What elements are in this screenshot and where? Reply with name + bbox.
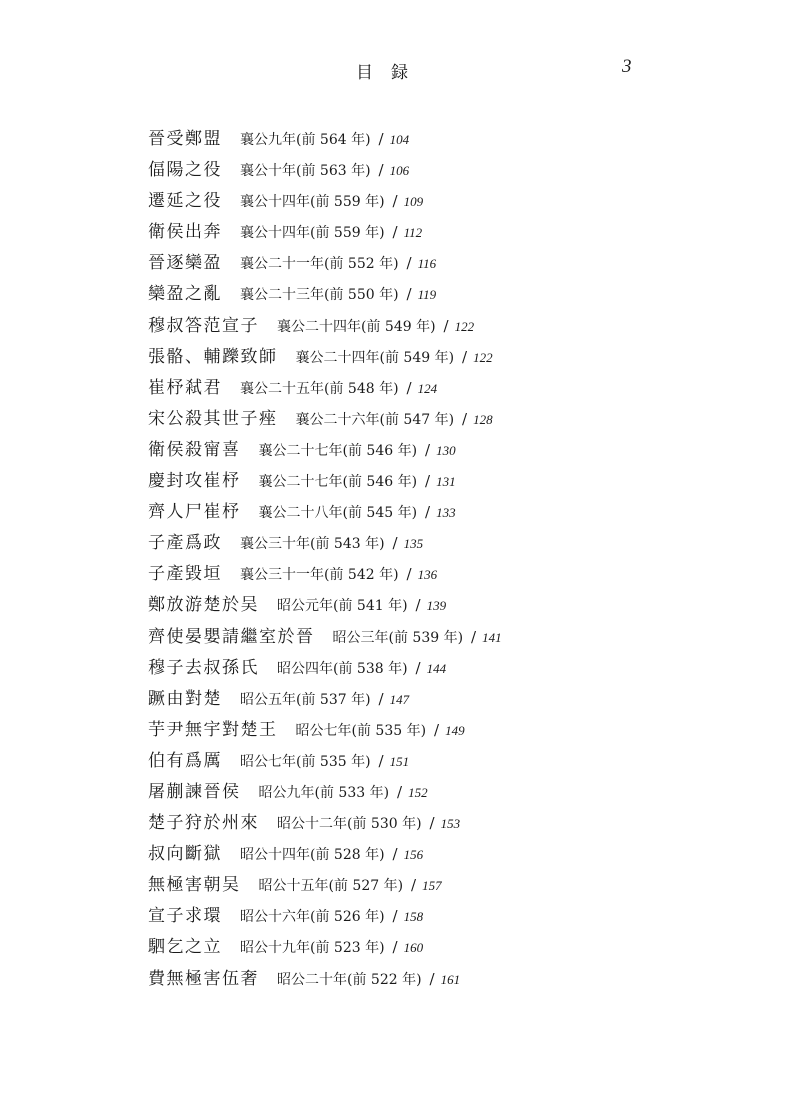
toc-entry-page: 133 xyxy=(436,505,456,521)
toc-entry-page: 104 xyxy=(389,132,410,147)
toc-entry-date: 襄公二十四年(前 549 年) xyxy=(277,318,436,335)
toc-entry-page: 157 xyxy=(422,878,442,894)
toc-entry-page: 128 xyxy=(473,411,493,427)
toc-entry xyxy=(148,247,748,278)
toc-entry xyxy=(148,185,748,216)
toc-entry-date: 襄公三十一年(前 542 年) xyxy=(240,567,399,584)
toc-entry-title: 駟乞之立 xyxy=(148,937,222,958)
toc-entry-page: 149 xyxy=(445,722,465,738)
toc-entry-separator: / xyxy=(392,845,398,864)
toc-entry xyxy=(148,838,748,869)
toc-entry xyxy=(148,963,748,994)
toc-entry-date: 襄公十四年(前 559 年) xyxy=(240,194,385,211)
toc-entry-page: 151 xyxy=(389,753,410,769)
toc-entry-separator: / xyxy=(406,378,412,397)
toc-entry-page: 124 xyxy=(417,380,438,396)
toc-entry-date: 昭公十四年(前 528 年) xyxy=(240,847,385,864)
toc-entry xyxy=(148,465,748,496)
toc-entry-separator: / xyxy=(425,503,431,522)
toc-entry-date: 襄公二十八年(前 545 年) xyxy=(258,505,418,522)
toc-entry-page: 160 xyxy=(403,940,424,956)
toc-entry-date: 昭公七年(前 535 年) xyxy=(295,722,427,739)
toc-entry-separator: / xyxy=(429,814,435,833)
toc-entry xyxy=(148,869,748,900)
toc-entry-separator: / xyxy=(462,409,468,428)
toc-entry-title: 蹶由對楚 xyxy=(148,688,222,709)
toc-entry-title: 宋公殺其世子痤 xyxy=(148,408,278,429)
toc-entry xyxy=(148,341,748,372)
toc-entry-title: 芋尹無宇對楚王 xyxy=(148,719,278,740)
toc-entry-separator: / xyxy=(378,689,384,708)
toc-entry-page: 119 xyxy=(417,287,437,303)
toc-entry-title: 張骼、輔躒致師 xyxy=(148,346,278,367)
toc-entry-title: 叔向斷獄 xyxy=(148,844,222,865)
toc-entry xyxy=(148,154,748,185)
running-title: 目録 xyxy=(356,63,426,83)
toc-entry-title: 齊人尸崔杼 xyxy=(148,502,241,523)
toc-entry-date: 襄公二十六年(前 547 年) xyxy=(295,411,455,428)
toc-entry-date: 昭公十五年(前 527 年) xyxy=(258,878,404,895)
toc-entry xyxy=(148,434,748,465)
toc-entry-page: 152 xyxy=(408,784,428,800)
table-of-contents xyxy=(148,123,748,994)
toc-entry-title: 衛侯殺甯喜 xyxy=(148,439,241,460)
toc-entry-title: 費無極害伍奢 xyxy=(148,968,259,989)
toc-entry-separator: / xyxy=(406,565,412,584)
toc-entry xyxy=(148,403,748,434)
toc-entry-separator: / xyxy=(471,627,477,646)
toc-entry xyxy=(148,900,748,931)
toc-entry xyxy=(148,776,748,807)
toc-entry-separator: / xyxy=(415,658,421,677)
toc-entry-title: 晉逐欒盈 xyxy=(148,253,222,274)
toc-entry-date: 襄公三十年(前 543 年) xyxy=(240,536,385,553)
toc-entry xyxy=(148,683,748,714)
toc-entry xyxy=(148,310,748,341)
toc-entry xyxy=(148,372,748,403)
toc-entry-page: 122 xyxy=(454,318,475,334)
toc-entry-date: 襄公九年(前 564 年) xyxy=(240,132,371,148)
toc-entry-separator: / xyxy=(392,907,398,926)
page-header xyxy=(0,58,790,88)
toc-entry-separator: / xyxy=(462,347,468,366)
toc-entry xyxy=(148,745,748,776)
toc-entry-separator: / xyxy=(443,316,449,335)
toc-entry-title: 齊使晏嬰請繼室於晉 xyxy=(148,626,315,647)
toc-entry-date: 昭公十六年(前 526 年) xyxy=(240,909,385,926)
toc-entry-title: 晉受鄭盟 xyxy=(148,129,222,149)
toc-entry-page: 135 xyxy=(403,536,424,552)
toc-entry-title: 慶封攻崔杼 xyxy=(148,471,241,492)
toc-entry-separator: / xyxy=(378,130,384,148)
toc-entry-date: 昭公五年(前 537 年) xyxy=(240,691,371,708)
toc-entry-page: 141 xyxy=(482,629,502,645)
toc-entry-page: 144 xyxy=(426,660,447,676)
toc-entry-date: 昭公四年(前 538 年) xyxy=(277,660,408,677)
toc-entry-page: 122 xyxy=(473,349,493,365)
toc-entry-page: 136 xyxy=(417,567,438,583)
toc-entry-separator: / xyxy=(434,720,440,739)
toc-entry-separator: / xyxy=(392,192,398,211)
toc-entry-title: 穆子去叔孫氏 xyxy=(148,657,259,678)
toc-entry-page: 130 xyxy=(436,442,456,458)
toc-entry-title: 屠蒯諫晉侯 xyxy=(148,781,241,802)
toc-entry-date: 襄公二十四年(前 549 年) xyxy=(295,349,455,366)
toc-entry xyxy=(148,123,748,154)
toc-entry-separator: / xyxy=(397,782,403,801)
toc-entry-page: 131 xyxy=(436,474,456,490)
toc-entry xyxy=(148,558,748,589)
toc-entry-page: 106 xyxy=(389,163,410,179)
toc-entry-title: 楚子狩於州來 xyxy=(148,813,259,834)
toc-entry xyxy=(148,714,748,745)
page-number: 3 xyxy=(622,56,632,77)
toc-entry xyxy=(148,216,748,247)
toc-entry xyxy=(148,931,748,962)
toc-entry-date: 襄公十年(前 563 年) xyxy=(240,163,371,180)
toc-entry-separator: / xyxy=(411,876,417,895)
toc-entry-date: 襄公二十七年(前 546 年) xyxy=(258,474,418,491)
toc-entry xyxy=(148,278,748,309)
toc-entry-separator: / xyxy=(425,440,431,459)
toc-entry-separator: / xyxy=(429,969,435,988)
toc-entry-separator: / xyxy=(392,534,398,553)
toc-entry-title: 遷延之役 xyxy=(148,191,222,212)
toc-entry xyxy=(148,621,748,652)
toc-entry-date: 昭公三年(前 539 年) xyxy=(332,629,464,646)
toc-entry-date: 襄公二十七年(前 546 年) xyxy=(258,442,418,459)
toc-entry-separator: / xyxy=(406,254,412,273)
toc-entry xyxy=(148,807,748,838)
toc-entry-page: 139 xyxy=(426,598,447,614)
toc-entry-title: 子產毀垣 xyxy=(148,564,222,585)
toc-entry-date: 昭公十二年(前 530 年) xyxy=(277,816,422,833)
toc-entry-date: 昭公二十年(前 522 年) xyxy=(277,971,422,988)
toc-entry-date: 昭公九年(前 533 年) xyxy=(258,784,390,801)
toc-entry-date: 昭公元年(前 541 年) xyxy=(277,598,408,615)
toc-entry xyxy=(148,496,748,527)
toc-entry-separator: / xyxy=(406,285,412,304)
toc-entry xyxy=(148,527,748,558)
toc-entry-separator: / xyxy=(392,223,398,242)
toc-entry-date: 襄公二十五年(前 548 年) xyxy=(240,380,399,397)
toc-entry-title: 衛侯出奔 xyxy=(148,222,222,243)
toc-entry-page: 156 xyxy=(403,847,424,863)
toc-entry-page: 161 xyxy=(440,971,461,987)
toc-entry-title: 伯有爲厲 xyxy=(148,750,222,771)
toc-entry-page: 112 xyxy=(403,225,423,241)
toc-entry-title: 鄭放游楚於吴 xyxy=(148,595,259,616)
toc-entry-separator: / xyxy=(415,596,421,615)
toc-entry-page: 147 xyxy=(389,691,410,707)
toc-entry-separator: / xyxy=(392,938,398,957)
toc-entry xyxy=(148,589,748,620)
toc-entry-page: 109 xyxy=(403,194,424,210)
toc-entry-separator: / xyxy=(425,472,431,491)
toc-entry xyxy=(148,652,748,683)
toc-entry-date: 昭公十九年(前 523 年) xyxy=(240,940,385,957)
toc-entry-separator: / xyxy=(378,751,384,770)
toc-entry-title: 無極害朝吴 xyxy=(148,875,241,896)
toc-entry-title: 崔杼弒君 xyxy=(148,377,222,398)
toc-entry-title: 子產爲政 xyxy=(148,533,222,554)
toc-entry-page: 153 xyxy=(440,816,461,832)
toc-entry-date: 襄公十四年(前 559 年) xyxy=(240,225,385,242)
toc-entry-date: 昭公七年(前 535 年) xyxy=(240,753,371,770)
toc-entry-separator: / xyxy=(378,161,384,180)
toc-entry-title: 欒盈之亂 xyxy=(148,284,222,305)
toc-entry-title: 穆叔答范宣子 xyxy=(148,315,259,336)
toc-entry-title: 宣子求環 xyxy=(148,906,222,927)
toc-entry-title: 偪陽之役 xyxy=(148,160,222,181)
toc-entry-page: 116 xyxy=(417,256,437,272)
toc-entry-date: 襄公二十一年(前 552 年) xyxy=(240,256,399,273)
toc-entry-page: 158 xyxy=(403,909,424,925)
toc-entry-date: 襄公二十三年(前 550 年) xyxy=(240,287,399,304)
